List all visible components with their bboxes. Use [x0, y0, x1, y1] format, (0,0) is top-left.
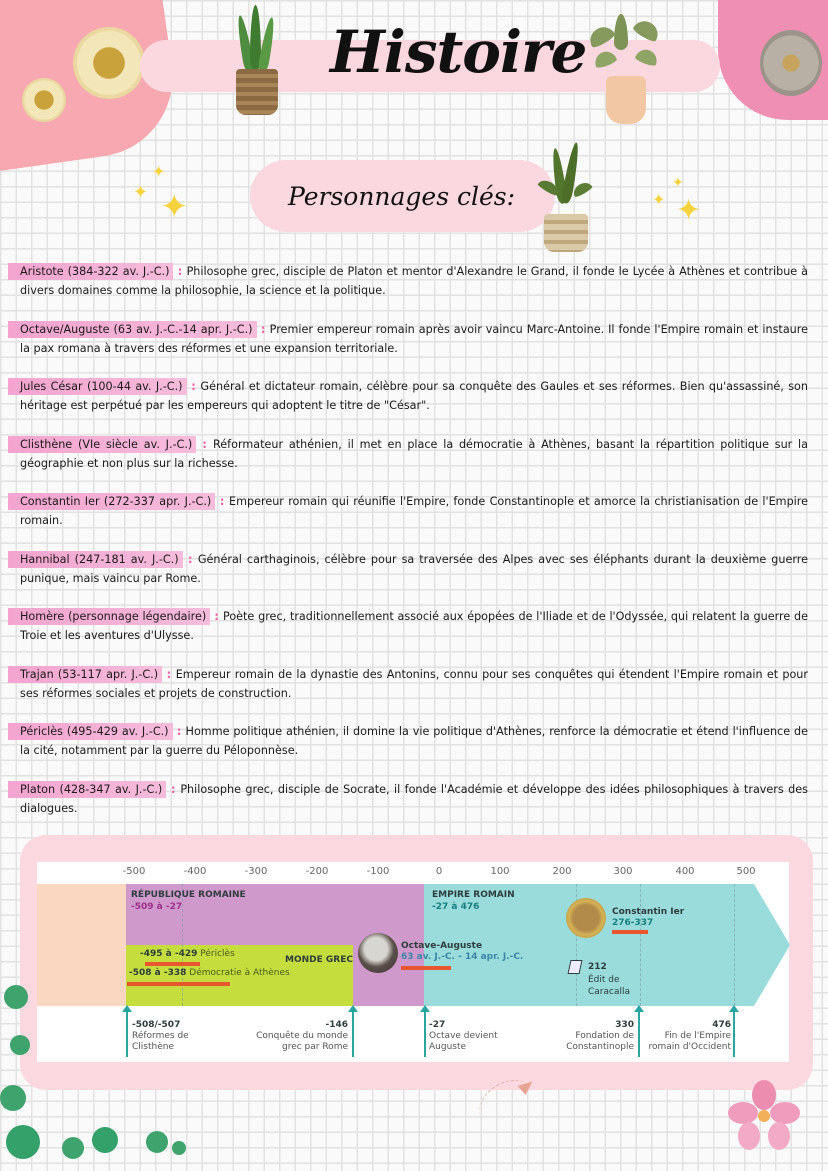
list-item: Constantin Ier (272-337 apr. J.-C.) : Empereur romain qui réunifie l'Empire, fonde Constantinople et amorce la christianisation de l'Empire romain.: [20, 492, 808, 530]
sparkle-icon: ✦: [160, 187, 189, 227]
list-item: Trajan (53-117 apr. J.-C.) : Empereur romain de la dynastie des Antonins, connu pour ses conquêtes qui étendent l'Empire romain et pour ses réformes sociales et projets de construction.: [20, 665, 808, 703]
event-year: 476: [712, 1020, 731, 1030]
person-name: Constantin Ier (272-337 apr. J.-C.): [8, 493, 215, 510]
list-item: Homère (personnage légendaire) : Poète grec, traditionnellement associé aux épopées de l'Iliade et de l'Odyssée, qui relatent la guerre de Troie et les aventures d'Ulysse.: [20, 607, 808, 645]
section-title: Personnages clés:: [288, 182, 516, 211]
person-name: Hannibal (247-181 av. J.-C.): [8, 551, 183, 568]
pericles-event: [140, 949, 235, 960]
person-description: Général et dictateur romain, célèbre pour sa conquête des Gaules et ses réformes. Bien qu'assassiné, son héritage est perpétué par les empereurs qui adoptent le titre de "César".: [20, 380, 808, 412]
person-name: Homère (personnage légendaire): [8, 608, 210, 625]
person-name: Platon (428-347 av. J.-C.): [8, 781, 166, 798]
person-name: Trajan (53-117 apr. J.-C.): [8, 666, 162, 683]
list-item: Platon (428-347 av. J.-C.) : Philosophe grec, disciple de Socrate, il fonde l'Académie et développe des idées philosophiques à travers des dialogues.: [20, 780, 808, 818]
democratie-dates: -508 à -338: [129, 968, 187, 978]
person-name: Clisthène (VIe siècle av. J.-C.): [8, 436, 196, 453]
event-year: -146: [325, 1020, 348, 1030]
daisy-icon: [22, 78, 66, 122]
person-description: Poète grec, traditionnellement associé aux épopées de l'Iliade et de l'Odyssée, qui relatent la guerre de Troie et les aventures d'Ulysse.: [20, 610, 808, 642]
sparkle-icon: ✦: [133, 182, 149, 203]
person-description: Philosophe grec, disciple de Socrate, il fonde l'Académie et développe des idées philosophiques à travers des dialogues.: [20, 782, 808, 815]
event-arrow: [733, 1011, 735, 1057]
axis-tick: -500: [122, 866, 146, 877]
octave-portrait: [358, 933, 398, 973]
event-fin-empire: [648, 1020, 731, 1053]
constantin-name: Constantin Ier: [612, 907, 685, 917]
guide-line: [640, 884, 641, 1006]
event-constantinople: [566, 1020, 634, 1053]
constantin-dates: 276-337: [612, 918, 654, 928]
person-name: Jules César (100-44 av. J.-C.): [8, 378, 187, 395]
person-name: Périclès (495-429 av. J.-C.): [8, 723, 173, 740]
key-figures-list: [20, 262, 808, 837]
person-description: Empereur romain de la dynastie des Antonins, connu pour ses conquêtes qui étendent l'Empire romain et pour ses réformes sociales et projets de construction.: [20, 667, 808, 700]
pericles-dates: -495 à -429: [140, 949, 198, 959]
republique-dates: -509 à -27: [131, 902, 183, 912]
republique-title: RÉPUBLIQUE ROMAINE: [131, 890, 246, 900]
timeline-arrow-head: [754, 884, 790, 1006]
event-octave-auguste: [429, 1020, 498, 1053]
constantin-portrait: [566, 898, 606, 938]
axis-tick: 300: [613, 866, 633, 877]
axis-tick: 100: [490, 866, 510, 877]
sparkle-icon: ✦: [676, 193, 702, 228]
person-description: Philosophe grec, disciple de Platon et mentor d'Alexandre le Grand, il fonde le Lycée à Athènes et contribue à divers domaines comme la philosophie, la science et la politique.: [20, 265, 808, 297]
clover-vine-icon: [0, 975, 190, 1171]
democratie-label: Démocratie à Athènes: [189, 968, 290, 978]
axis-tick: 0: [435, 866, 443, 877]
pericles-label: Périclès: [200, 949, 235, 959]
person-name: Aristote (384-322 av. J.-C.): [8, 263, 173, 280]
axis-tick: -300: [244, 866, 268, 877]
event-label: Fondation de: [575, 1031, 634, 1041]
daisy-icon: [73, 27, 145, 99]
page-title: Histoire: [330, 18, 587, 86]
caracalla-label: Édit de: [588, 975, 620, 985]
event-label: Fin de l'Empire: [664, 1031, 731, 1041]
axis-tick: -100: [366, 866, 390, 877]
person-description: Général carthaginois, célèbre pour sa traversée des Alpes avec ses éléphants durant la deuxième guerre punique, mais vaincu par Rome.: [20, 552, 808, 585]
person-description: Empereur romain qui réunifie l'Empire, fonde Constantinople et amorce la christianisation de l'Empire romain.: [20, 495, 809, 527]
event-conquete: [256, 1020, 348, 1053]
person-description: Réformateur athénien, il met en place la démocratie à Athènes, basant la répartition politique sur la géographie et non plus sur la richesse.: [20, 437, 809, 470]
event-arrow: [424, 1011, 426, 1057]
caracalla-year: 212: [588, 962, 607, 972]
event-label: romain d'Occident: [648, 1042, 731, 1052]
event-year: -27: [429, 1020, 446, 1030]
event-year: 330: [615, 1020, 634, 1030]
person-description: Homme politique athénien, il domine la vie politique d'Athènes, renforce la démocratie et étend l'influence de la cité, notamment par la guerre du Péloponnèse.: [20, 725, 808, 757]
list-item: Octave/Auguste (63 av. J.-C.-14 apr. J.-C.) : Premier empereur romain après avoir vaincu Marc-Antoine. Il fonde l'Empire romain et instaure la pax romana à travers des réformes et une expansion territoriale.: [20, 320, 808, 358]
event-arrow: [352, 1011, 354, 1057]
constantin-underline: [612, 930, 648, 934]
dried-flower-icon: [760, 30, 822, 96]
pink-flower-icon: [728, 1080, 800, 1152]
axis-tick: 500: [736, 866, 756, 877]
octave-dates: 63 av. J.-C. - 14 apr. J.-C.: [401, 952, 524, 962]
event-label: grec par Rome: [281, 1042, 348, 1052]
sparkle-icon: ✦: [652, 190, 666, 209]
axis-tick: -400: [183, 866, 207, 877]
sparkle-icon: ✦: [672, 175, 684, 191]
axis-tick: 200: [552, 866, 572, 877]
list-item: Aristote (384-322 av. J.-C.) : Philosophe grec, disciple de Platon et mentor d'Alexandre le Grand, il fonde le Lycée à Athènes et contribue à divers domaines comme la philosophie, la science et la politique.: [20, 262, 808, 300]
event-label: Réformes de: [132, 1031, 189, 1041]
person-description: Premier empereur romain après avoir vaincu Marc-Antoine. Il fonde l'Empire romain et instaure la pax romana à travers des réformes et une expansion territoriale.: [20, 322, 808, 355]
monde-grec-title: MONDE GREC: [285, 955, 353, 965]
guide-line: [734, 884, 735, 1006]
list-item: Hannibal (247-181 av. J.-C.) : Général carthaginois, célèbre pour sa traversée des Alpes avec ses éléphants durant la deuxième guerre punique, mais vaincu par Rome.: [20, 550, 808, 588]
list-item: Jules César (100-44 av. J.-C.) : Général et dictateur romain, célèbre pour sa conquête des Gaules et ses réformes. Bien qu'assassiné, son héritage est perpétué par les empereurs qui adoptent le titre de "César".: [20, 377, 808, 415]
sparkle-icon: ✦: [152, 162, 166, 181]
pericles-underline: [145, 962, 200, 966]
event-label: Clisthène: [132, 1042, 174, 1052]
snake-plant-icon: [232, 5, 282, 115]
event-label: Auguste: [429, 1042, 467, 1052]
empire-dates: -27 à 476: [432, 902, 480, 912]
event-label: Constantinople: [566, 1042, 634, 1052]
octave-underline: [401, 966, 451, 970]
event-label: Octave devient: [429, 1031, 498, 1041]
event-label: Conquête du monde: [256, 1031, 348, 1041]
axis-tick: -200: [305, 866, 329, 877]
list-item: Périclès (495-429 av. J.-C.) : Homme politique athénien, il domine la vie politique d'Athènes, renforce la démocratie et étend l'influence de la cité, notamment par la guerre du Péloponnèse.: [20, 722, 808, 760]
event-year: -508/-507: [132, 1020, 181, 1030]
list-item: Clisthène (VIe siècle av. J.-C.) : Réformateur athénien, il met en place la démocratie à Athènes, basant la répartition politique sur la géographie et non plus sur la richesse.: [20, 435, 808, 473]
event-arrow: [638, 1011, 640, 1057]
axis-tick: 400: [675, 866, 695, 877]
potted-plant-icon: [584, 14, 670, 126]
person-name: Octave/Auguste (63 av. J.-C.-14 apr. J.-C.): [8, 321, 257, 338]
potted-plant-icon: [534, 142, 594, 254]
empire-title: EMPIRE ROMAIN: [432, 890, 515, 900]
caracalla-label: Caracalla: [588, 987, 630, 997]
octave-name: Octave-Auguste: [401, 941, 483, 951]
